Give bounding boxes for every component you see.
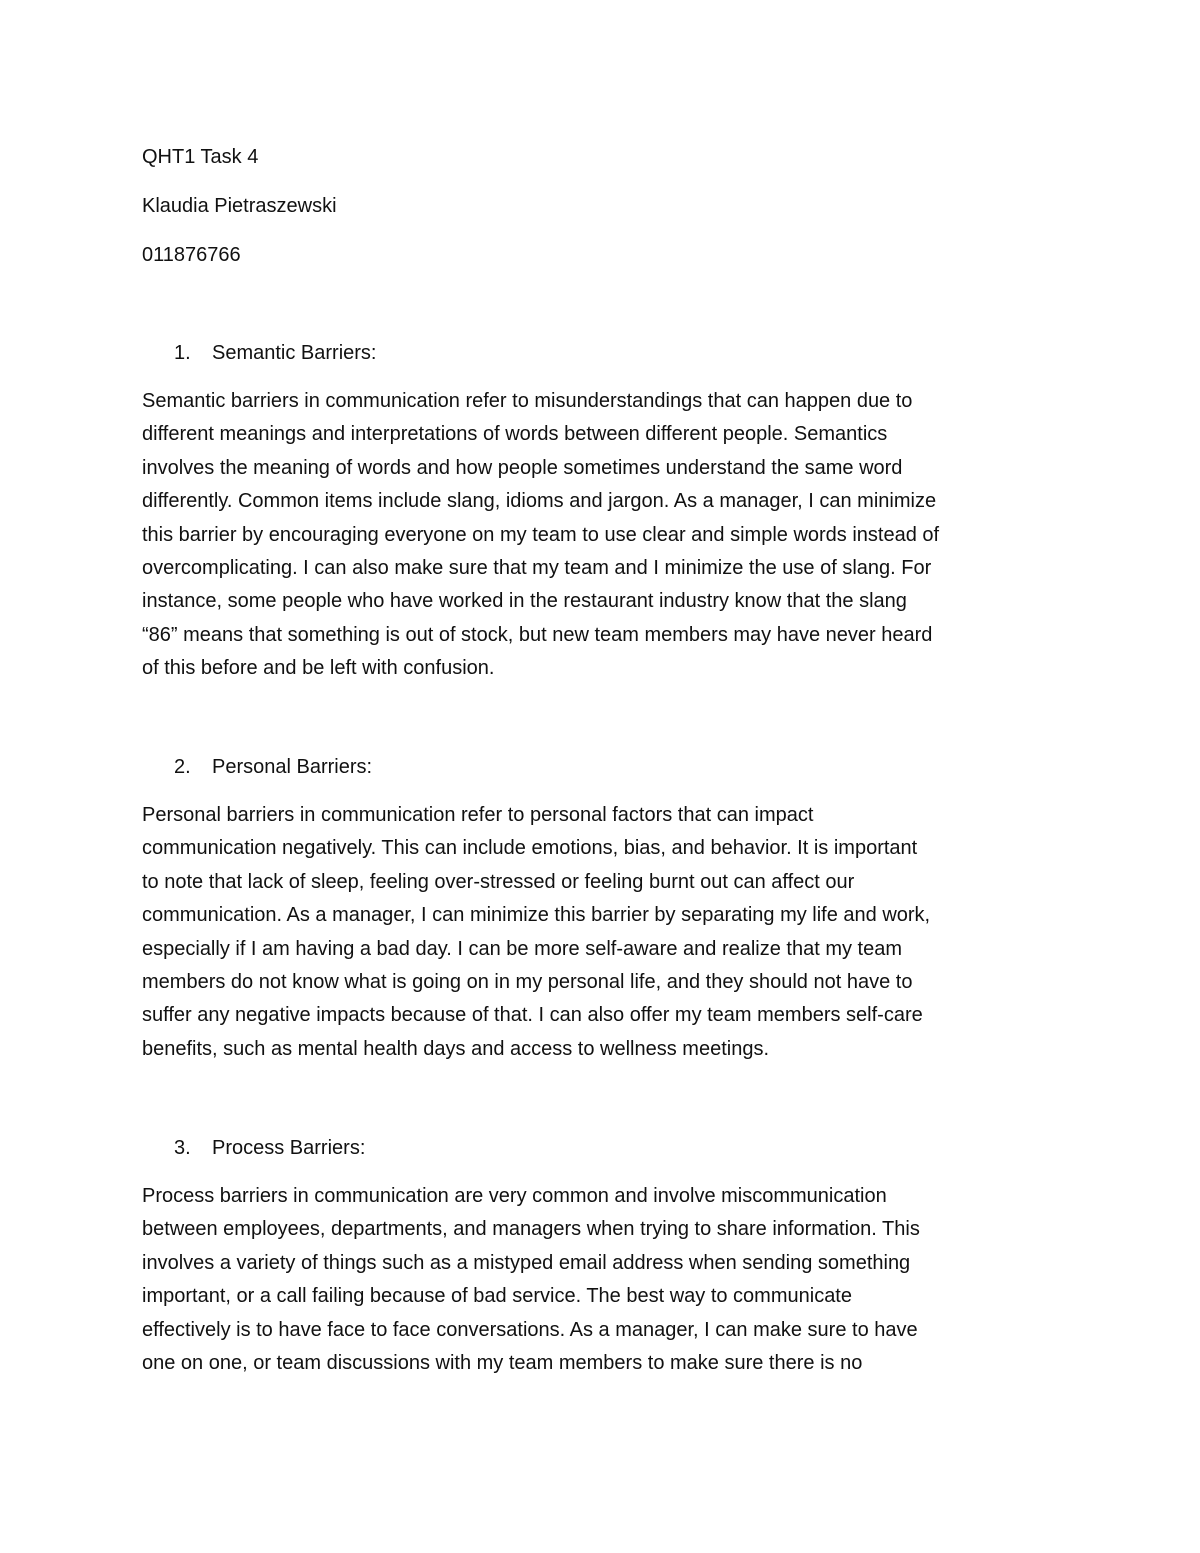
section-heading-process bbox=[174, 1136, 365, 1160]
document-title: QHT1 Task 4 bbox=[142, 146, 259, 168]
section-title: Semantic Barriers: bbox=[212, 342, 377, 364]
section-heading-semantic bbox=[174, 341, 377, 365]
section-title: Personal Barriers: bbox=[212, 756, 373, 778]
body-line: differently. Common items include slang, idioms and jargon. As a manager, I can minimize bbox=[142, 490, 937, 513]
body-line: communication negatively. This can include emotions, bias, and behavior. It is important bbox=[142, 837, 918, 860]
section-title: Process Barriers: bbox=[212, 1137, 366, 1159]
body-line: Personal barriers in communication refer to personal factors that can impact bbox=[142, 804, 814, 826]
body-line: overcomplicating. I can also make sure that my team and I minimize the use of slang. For bbox=[142, 556, 932, 579]
body-line: of this before and be left with confusion. bbox=[142, 657, 495, 680]
body-line: instance, some people who have worked in the restaurant industry know that the slang bbox=[142, 590, 907, 613]
body-line: effectively is to have face to face conversations. As a manager, I can make sure to have bbox=[142, 1318, 918, 1341]
body-line: communication. As a manager, I can minimize this barrier by separating my life and work, bbox=[142, 904, 931, 927]
body-line: involves the meaning of words and how people sometimes understand the same word bbox=[142, 456, 903, 479]
body-line: “86” means that something is out of stock, but new team members may have never heard bbox=[142, 623, 933, 646]
body-line: benefits, such as mental health days and access to wellness meetings. bbox=[142, 1037, 770, 1060]
body-line: involves a variety of things such as a mistyped email address when sending something bbox=[142, 1251, 911, 1274]
section-number: 2. bbox=[174, 756, 191, 778]
body-line: suffer any negative impacts because of that. I can also offer my team members self-care bbox=[142, 1004, 923, 1027]
section-body-process bbox=[142, 1180, 1062, 1380]
section-heading-personal bbox=[174, 755, 372, 779]
section-body-personal bbox=[142, 799, 1062, 1066]
section-number: 3. bbox=[174, 1137, 191, 1159]
body-line: Process barriers in communication are very common and involve miscommunication bbox=[142, 1185, 887, 1207]
student-id: 011876766 bbox=[142, 244, 241, 266]
body-line: one on one, or team discussions with my team members to make sure there is no bbox=[142, 1351, 863, 1374]
section-body-semantic bbox=[142, 385, 1062, 686]
body-line: between employees, departments, and managers when trying to share information. This bbox=[142, 1218, 920, 1241]
body-line: important, or a call failing because of bad service. The best way to communicate bbox=[142, 1285, 852, 1308]
author-name: Klaudia Pietraszewski bbox=[142, 195, 337, 217]
body-line: especially if I am having a bad day. I can be more self-aware and realize that my team bbox=[142, 937, 903, 960]
body-line: different meanings and interpretations of words between different people. Semantics bbox=[142, 423, 888, 446]
body-line: to note that lack of sleep, feeling over-stressed or feeling burnt out can affect our bbox=[142, 870, 855, 893]
body-line: this barrier by encouraging everyone on my team to use clear and simple words instead of bbox=[142, 523, 940, 546]
section-number: 1. bbox=[174, 342, 191, 364]
body-line: Semantic barriers in communication refer to misunderstandings that can happen due to bbox=[142, 390, 913, 412]
body-line: members do not know what is going on in my personal life, and they should not have to bbox=[142, 970, 913, 993]
